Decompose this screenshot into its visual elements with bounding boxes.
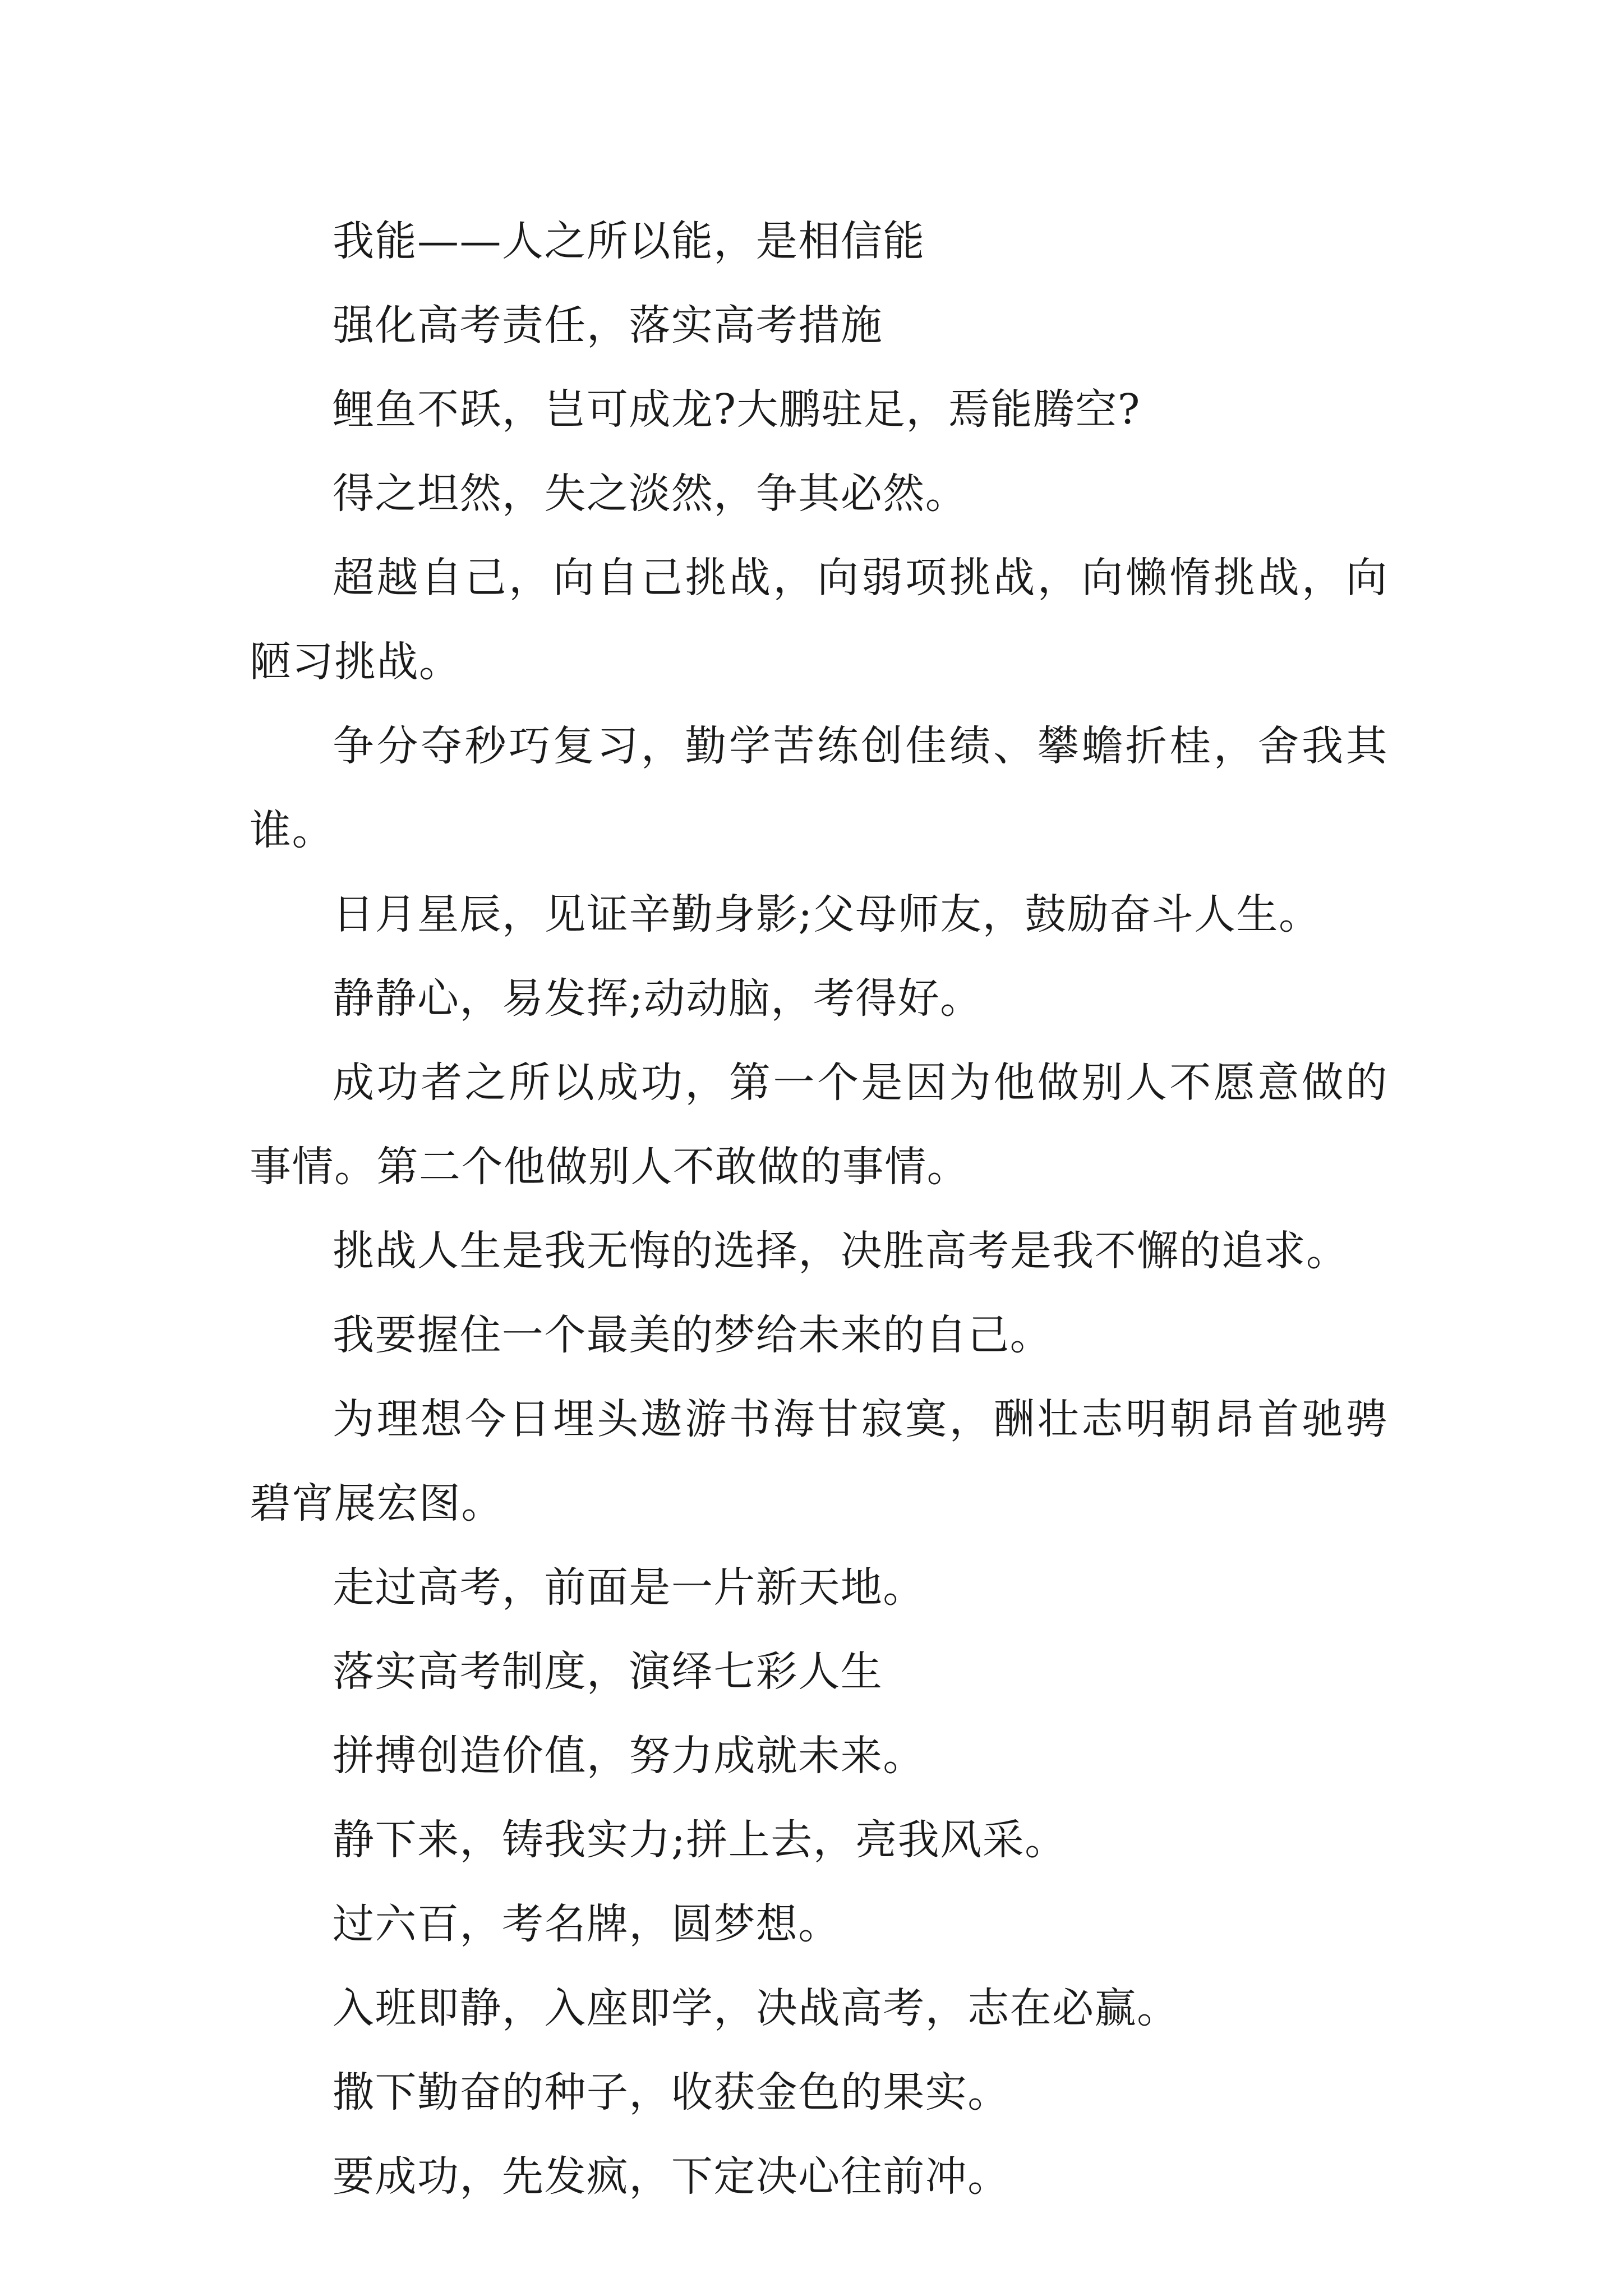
paragraph: 成功者之所以成功，第一个是因为他做别人不愿意做的事情。第二个他做别人不敢做的事情。: [250, 1059, 1388, 1191]
paragraph: 要成功，先发疯，下定决心往前冲。: [333, 2152, 1010, 2201]
paragraph: 入班即静，入座即学，决战高考，志在必赢。: [333, 1984, 1179, 2032]
paragraph: 过六百，考名牌，圆梦想。: [333, 1900, 841, 1948]
paragraph: 挑战人生是我无悔的选择，决胜高考是我不懈的追求。: [333, 1227, 1349, 1275]
paragraph: 鲤鱼不跃，岂可成龙?大鹏驻足，焉能腾空?: [333, 385, 1141, 434]
paragraph: 强化高考责任，落实高考措施: [333, 301, 883, 349]
paragraph: 我能——人之所以能，是相信能: [333, 217, 925, 265]
paragraph: 落实高考制度，演绎七彩人生: [333, 1648, 883, 1696]
document-body: [250, 199, 1388, 2219]
paragraph: 撒下勤奋的种子，收获金色的果实。: [333, 2068, 1010, 2116]
paragraph: 静下来，铸我实力;拼上去，亮我风采。: [333, 1816, 1067, 1864]
paragraph: 为理想今日埋头遨游书海甘寂寞，酬壮志明朝昂首驰骋碧宵展宏图。: [250, 1395, 1388, 1527]
paragraph: 日月星辰，见证辛勤身影;父母师友，鼓励奋斗人生。: [333, 890, 1321, 938]
paragraph: 我要握住一个最美的梦给未来的自己。: [333, 1311, 1053, 1359]
paragraph: 争分夺秒巧复习，勤学苦练创佳绩、攀蟾折桂，舍我其谁。: [250, 722, 1388, 854]
paragraph: 拼搏创造价值，努力成就未来。: [333, 1732, 925, 1780]
paragraph: 走过高考，前面是一片新天地。: [333, 1563, 925, 1612]
paragraph: 静静心，易发挥;动动脑，考得好。: [333, 974, 983, 1023]
paragraph: 得之坦然，失之淡然，争其必然。: [333, 470, 968, 518]
paragraph: 超越自己，向自己挑战，向弱项挑战，向懒惰挑战，向陋习挑战。: [250, 554, 1388, 686]
